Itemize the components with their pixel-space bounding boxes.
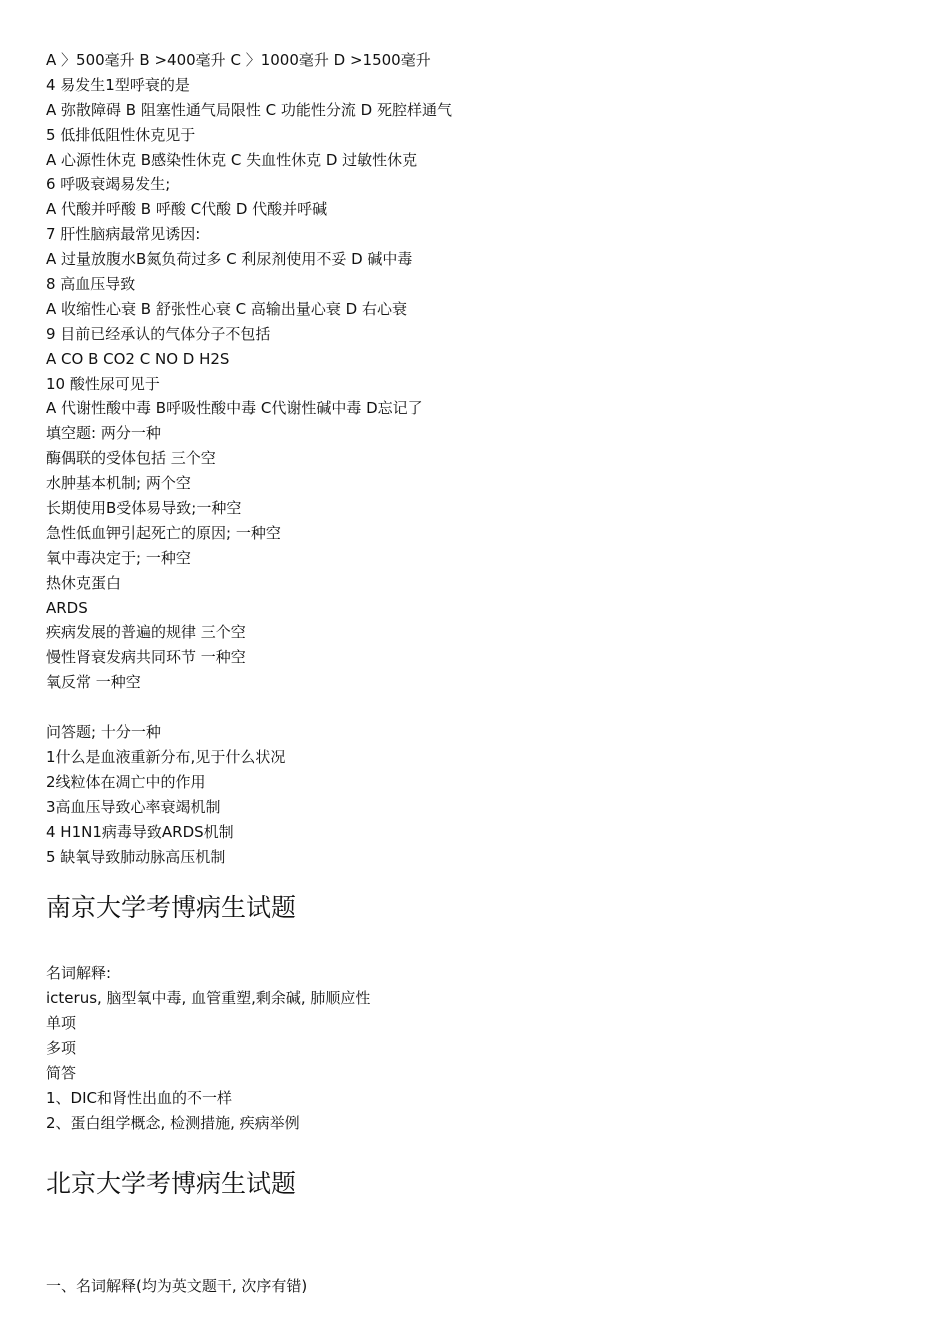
text-line: 5 缺氧导致肺动脉高压机制 — [46, 847, 226, 866]
text-line: 名词解释: — [46, 964, 112, 983]
peking-exam-section — [46, 1274, 926, 1299]
text-line: 6 呼吸衰竭易发生; — [46, 175, 171, 194]
text-line: ARDS — [46, 598, 88, 617]
text-line: 填空题: 两分一种 — [46, 424, 161, 443]
text-line: 氧中毒决定于; 一种空 — [46, 548, 191, 567]
text-line: 5 低排低阻性休克见于 — [46, 125, 196, 144]
document-page — [46, 48, 926, 1299]
text-line: 单项 — [46, 1014, 77, 1033]
text-line: 慢性肾衰发病共同环节 一种空 — [46, 648, 246, 667]
text-line: A 代谢性酸中毒 B呼吸性酸中毒 C代谢性碱中毒 D忘记了 — [46, 399, 423, 418]
text-line: 热休克蛋白 — [46, 573, 122, 592]
text-line: 3高血压导致心率衰竭机制 — [46, 797, 221, 816]
blank-line — [46, 695, 926, 720]
text-line: 水肿基本机制; 两个空 — [46, 474, 191, 493]
text-line: A 收缩性心衰 B 舒张性心衰 C 高输出量心衰 D 右心衰 — [46, 299, 407, 318]
text-line: 4 易发生1型呼衰的是 — [46, 75, 190, 94]
text-line: 7 肝性脑病最常见诱因: — [46, 225, 201, 244]
text-line: 一、名词解释(均为英文题干, 次序有错) — [46, 1276, 308, 1295]
text-line: icterus, 脑型氧中毒, 血管重塑,剩余碱, 肺顺应性 — [46, 989, 371, 1008]
text-line: 2线粒体在凋亡中的作用 — [46, 772, 206, 791]
text-line: 10 酸性尿可见于 — [46, 374, 160, 393]
text-line: 长期使用B受体易导致;一种空 — [46, 499, 242, 518]
section-heading-peking: 北京大学考博病生试题 — [46, 1168, 297, 1198]
text-line: 4 H1N1病毒导致ARDS机制 — [46, 822, 234, 841]
text-line: 急性低血钾引起死亡的原因; 一种空 — [46, 523, 281, 542]
exam-questions-section — [46, 48, 926, 869]
text-line: 1什么是血液重新分布,见于什么状况 — [46, 747, 286, 766]
text-line: 酶偶联的受体包括 三个空 — [46, 449, 216, 468]
text-line: 8 高血压导致 — [46, 275, 136, 294]
text-line: A 心源性休克 B感染性休克 C 失血性休克 D 过敏性休克 — [46, 150, 418, 169]
text-line: 疾病发展的普遍的规律 三个空 — [46, 623, 246, 642]
text-line: 简答 — [46, 1063, 77, 1082]
text-line: A 过量放腹水B氮负荷过多 C 利尿剂使用不妥 D 碱中毒 — [46, 250, 413, 269]
text-line: 1、DIC和肾性出血的不一样 — [46, 1088, 232, 1107]
text-line: 多项 — [46, 1039, 77, 1058]
text-line: A 弥散障碍 B 阻塞性通气局限性 C 功能性分流 D 死腔样通气 — [46, 100, 452, 119]
section-heading-nanjing: 南京大学考博病生试题 — [46, 893, 297, 923]
text-line: 氧反常 一种空 — [46, 673, 141, 692]
text-line: 9 目前已经承认的气体分子不包括 — [46, 324, 271, 343]
text-line: A CO B CO2 C NO D H2S — [46, 349, 230, 368]
text-line: 问答题; 十分一种 — [46, 723, 161, 742]
nanjing-exam-section — [46, 961, 926, 1135]
text-line: A 〉500毫升 B >400毫升 C 〉1000毫升 D >1500毫升 — [46, 51, 431, 69]
text-line: 2、蛋白组学概念, 检测措施, 疾病举例 — [46, 1113, 300, 1132]
text-line: A 代酸并呼酸 B 呼酸 C代酸 D 代酸并呼碱 — [46, 200, 328, 219]
